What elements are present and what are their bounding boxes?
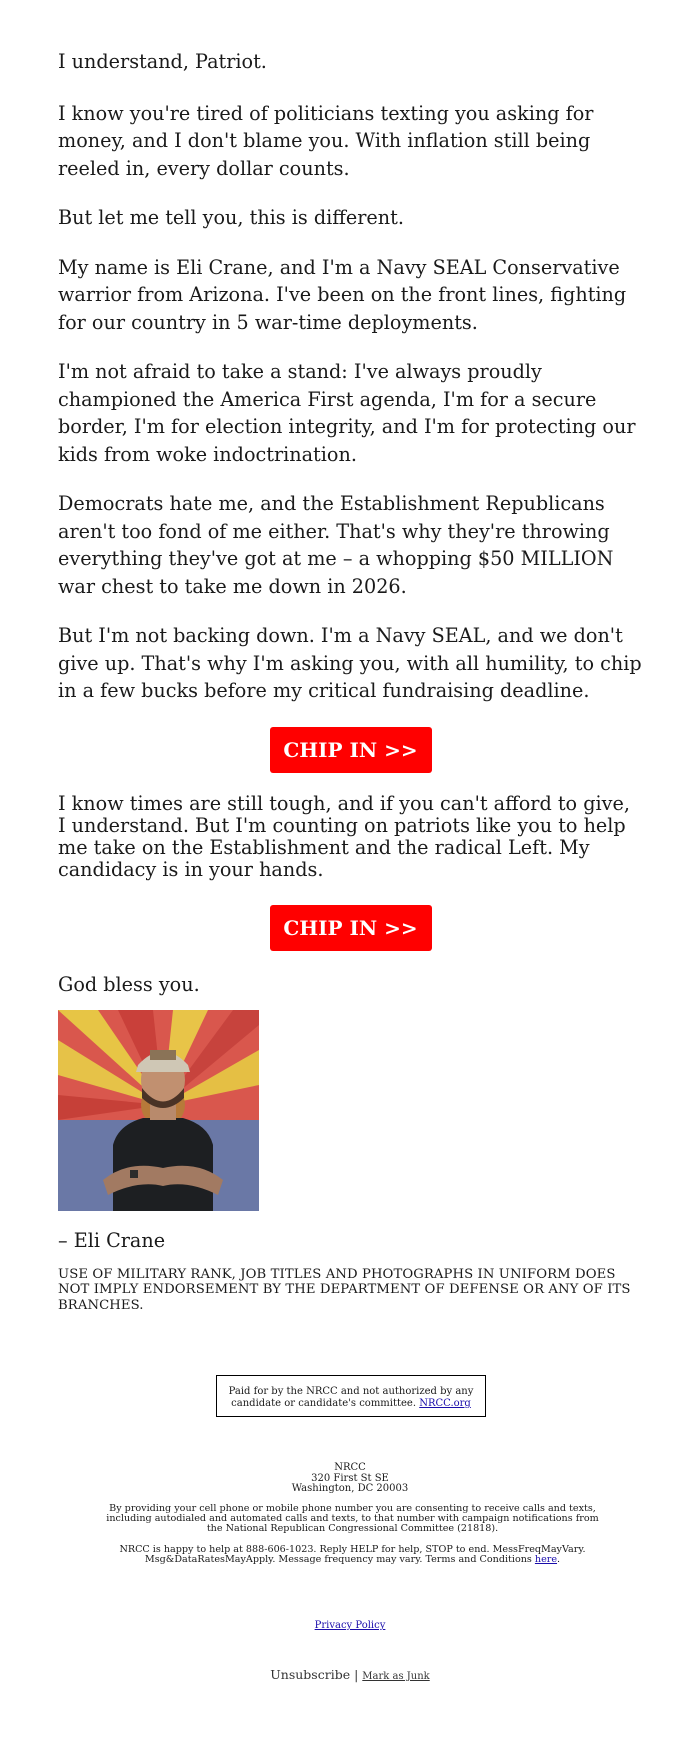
paragraph-intro: My name is Eli Crane, and I'm a Navy SEAL Conservative warrior from Arizona. I've been on the front lines, fighting for our country in 5 war-time deployments. [58, 255, 627, 334]
paragraph-different: But let me tell you, this is different. [58, 206, 404, 229]
candidate-photo [58, 1010, 259, 1211]
paragraph-stand: I'm not afraid to take a stand: I've always proudly championed the America First agenda, I'm for a secure border, I'm for election integrity, and I'm for protecting our kids from woke indoctrination. [58, 360, 636, 466]
paragraph-democrats: Democrats hate me, and the Establishment Republicans aren't too fond of me either. That's why they're throwing everything they've got at me – a whopping $50 MILLION war chest to take me down in 2026. [58, 492, 614, 598]
terms-link[interactable]: here [534, 1554, 558, 1566]
unsubscribe-row [0, 1667, 700, 1682]
chip-in-button-1[interactable]: CHIP IN >> [270, 727, 432, 773]
mailing-address [0, 1463, 700, 1495]
privacy-policy-link[interactable]: Privacy Policy [314, 1620, 386, 1631]
chip-in-row-2 [58, 905, 643, 951]
letter-body [58, 48, 643, 1313]
blessing: God bless you. [58, 972, 200, 996]
city-address: Washington, DC 20003 [291, 1483, 409, 1494]
consent-text: By providing your cell phone or mobile phone number you are consenting to receive calls and texts, including autodialed and automated calls and texts, to that number with campaign notifications from the National Republican Congressional Committee (21818). [106, 1503, 599, 1535]
military-disclaimer: USE OF MILITARY RANK, JOB TITLES AND PHOTOGRAPHS IN UNIFORM DOES NOT IMPLY ENDORSEMENT BY THE DEPARTMENT OF DEFENSE OR ANY OF ITS BRANCHES. [58, 1266, 631, 1313]
help-text: NRCC is happy to help at 888-606-1023. Reply HELP for help, STOP to end. MessFreqMayVary. Msg&DataRatesMayApply. Message frequency may vary. Terms and Conditions here. [119, 1544, 586, 1566]
paragraph-not-backing-down: But I'm not backing down. I'm a Navy SEAL, and we don't give up. That's why I'm asking you, with all humility, to chip in a few bucks before my critical fundraising deadline. [58, 624, 642, 702]
org-name: NRCC [334, 1462, 366, 1473]
help-body: NRCC is happy to help at 888-606-1023. Reply HELP for help, STOP to end. MessFreqMayVary. Msg&DataRatesMayApply. Message frequency may vary. Terms and Conditions [119, 1544, 586, 1566]
greeting: I understand, Patriot. [58, 50, 267, 73]
paid-for-box [216, 1375, 486, 1417]
nrcc-link[interactable]: NRCC.org [419, 1398, 471, 1409]
paid-for-text: Paid for by the NRCC and not authorized by any candidate or candidate's committee. [228, 1386, 474, 1409]
street-address: 320 First St SE [311, 1472, 389, 1484]
mark-as-junk-link[interactable]: Mark as Junk [362, 1671, 430, 1682]
paragraph-tough-times: I know times are still tough, and if you can't afford to give, I understand. But I'm counting on patriots like you to help me take on the Establishment and the radical Left. My candidacy is in your hands. [58, 791, 630, 881]
privacy-row [0, 1620, 700, 1631]
chip-in-button-2[interactable]: CHIP IN >> [270, 905, 432, 951]
unsubscribe-link[interactable]: Unsubscribe [270, 1667, 351, 1682]
chip-in-row-1 [58, 727, 643, 773]
signature: – Eli Crane [58, 1229, 166, 1252]
candidate-photo-illustration [58, 1010, 259, 1211]
paragraph-inflation: I know you're tired of politicians texting you asking for money, and I don't blame you. With inflation still being reeled in, every dollar counts. [58, 101, 594, 180]
unsubscribe-separator: | [354, 1667, 359, 1682]
